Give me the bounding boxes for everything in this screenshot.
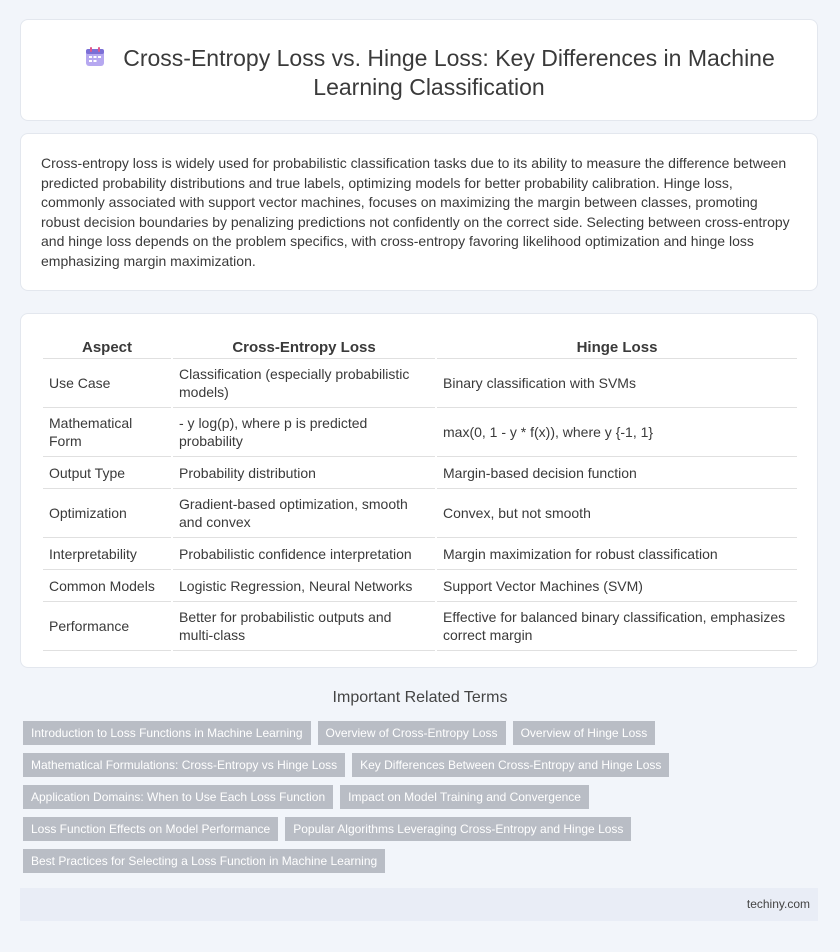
table-row	[43, 359, 797, 408]
table-cell: Margin maximization for robust classification	[437, 538, 797, 570]
related-term-tag[interactable]: Overview of Cross-Entropy Loss	[318, 721, 506, 745]
table-cell: Optimization	[43, 489, 171, 538]
table-cell: Convex, but not smooth	[437, 489, 797, 538]
table-row	[43, 538, 797, 570]
calendar-icon	[83, 45, 107, 69]
table-row	[43, 408, 797, 457]
related-term-tag[interactable]: Loss Function Effects on Model Performance	[23, 817, 278, 841]
table-cell: Classification (especially probabilistic models)	[173, 359, 435, 408]
page-title-text: Cross-Entropy Loss vs. Hinge Loss: Key Differences in Machine Learning Classification	[123, 45, 775, 100]
table-header-row	[43, 334, 797, 359]
intro-card	[20, 133, 818, 291]
table-cell: Binary classification with SVMs	[437, 359, 797, 408]
related-term-tag[interactable]: Popular Algorithms Leveraging Cross-Entropy and Hinge Loss	[285, 817, 631, 841]
table-cell: Effective for balanced binary classification, emphasizes correct margin	[437, 602, 797, 651]
related-term-tag[interactable]: Overview of Hinge Loss	[513, 721, 656, 745]
header-hinge: Hinge Loss	[437, 334, 797, 359]
related-term-tag[interactable]: Mathematical Formulations: Cross-Entropy vs Hinge Loss	[23, 753, 345, 777]
table-cell: Performance	[43, 602, 171, 651]
table-row	[43, 457, 797, 489]
table-cell: Mathematical Form	[43, 408, 171, 457]
footer-site-link[interactable]: techiny.com	[746, 897, 810, 911]
header-aspect: Aspect	[43, 334, 171, 359]
table-cell: Probabilistic confidence interpretation	[173, 538, 435, 570]
related-term-tag[interactable]: Application Domains: When to Use Each Loss Function	[23, 785, 333, 809]
comparison-card	[20, 313, 818, 668]
related-term-tag[interactable]: Introduction to Loss Functions in Machine Learning	[23, 721, 311, 745]
page-title	[61, 44, 797, 102]
related-terms-heading: Important Related Terms	[332, 689, 508, 706]
related-term-tag[interactable]: Best Practices for Selecting a Loss Function in Machine Learning	[23, 849, 385, 873]
table-cell: Probability distribution	[173, 457, 435, 489]
related-terms-list	[23, 721, 723, 881]
table-cell: Logistic Regression, Neural Networks	[173, 570, 435, 602]
table-cell: Interpretability	[43, 538, 171, 570]
table-row	[43, 602, 797, 651]
table-cell: Gradient-based optimization, smooth and convex	[173, 489, 435, 538]
table-cell: Use Case	[43, 359, 171, 408]
table-row	[43, 489, 797, 538]
table-cell: Support Vector Machines (SVM)	[437, 570, 797, 602]
comparison-table	[41, 334, 799, 651]
table-cell: Output Type	[43, 457, 171, 489]
table-cell: Common Models	[43, 570, 171, 602]
header-card	[20, 19, 818, 121]
table-cell: Margin-based decision function	[437, 457, 797, 489]
related-term-tag[interactable]: Key Differences Between Cross-Entropy and Hinge Loss	[352, 753, 669, 777]
table-cell: max(0, 1 - y * f(x)), where y {-1, 1}	[437, 408, 797, 457]
header-cross-entropy: Cross-Entropy Loss	[173, 334, 435, 359]
table-cell: - y log(p), where p is predicted probability	[173, 408, 435, 457]
footer	[20, 888, 818, 921]
table-row	[43, 570, 797, 602]
intro-paragraph: Cross-entropy loss is widely used for probabilistic classification tasks due to its ability to measure the difference between predicted probability distributions and true labels, optimizing models for better probability calibration. Hinge loss, commonly associated with support vector machines, focuses on maximizing the margin between classes, promoting robust decision boundaries by penalizing predictions not confidently on the correct side. Selecting between cross-entropy and hinge loss depends on the problem specifics, with cross-entropy favoring likelihood optimization and hinge loss emphasizing margin maximization.	[41, 155, 790, 269]
table-cell: Better for probabilistic outputs and multi-class	[173, 602, 435, 651]
related-term-tag[interactable]: Impact on Model Training and Convergence	[340, 785, 589, 809]
